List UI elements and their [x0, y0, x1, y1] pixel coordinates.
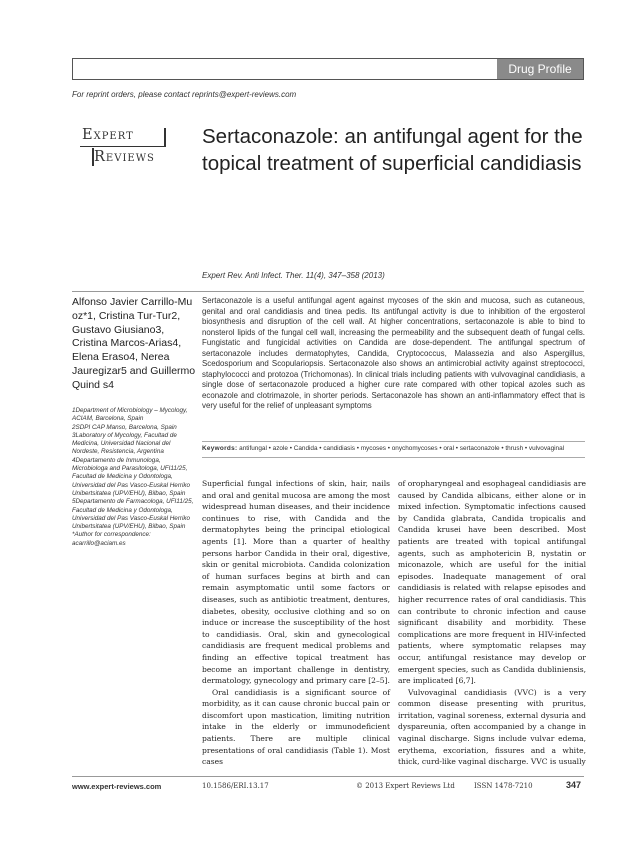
author-list: Alfonso Javier Carrillo-Mu oz*1, Cristina Tur-Tur2, Gustavo Giusiano3, Cristina Marcos-Arias4, Elena Eraso4, Nerea Jauregizar5 and Guillermo Quind s4 — [72, 296, 196, 391]
footer-website[interactable]: www.expert-reviews.com — [72, 782, 162, 791]
paragraph: Superficial fungal infections of skin, hair, nails and oral and genital mucosa are among the most widespread human diseases, and their incidence continues to rise, with Candida and the dermatophytes being the principal etiological agents [1]. More than a quarter of healthy persons harbor Candida in their oral, digestive, skin or genital microbiota. Candida colonization of human surfaces begins at birth and can remain asymptomatic until some factors or diseases, such as antibiotic treatment, dentures, diabetes, obesity, occlusive clothing and so on induce or increase the susceptibility of the host to candidiasis. Oral, skin and gynecological candidiasis are frequent medical problems and finding an effective topical treatment has become an important challenge in dentistry, dermatology, gynecology and primary care [2–5]. — [202, 479, 390, 686]
abstract: Sertaconazole is a useful antifungal agent against mycoses of the skin and mucosa, such as cutaneous, genital and oral candidiasis and tinea pedis. Its antifungal activity is due to inhibition of the ergosterol biosynthesis and disruption of the cell wall. At higher concentrations, sertaconazole is able to bind to nonsterol lipids of the fungal cell wall, increasing the permeability and the subsequent death of fungal cells. Fungistatic and fungicidal activities on Candida are dose-dependent. The antifungal spectrum of sertaconazole includes dermatophytes, Candida, Cryptococcus, Malassezia and also Aspergillus, Scedosporium and Scopulariopsis. Sertaconazole also shows an antimicrobial activity against streptococci, staphylococci and protozoa (Trichomonas). In clinical trials including patients with vulvovaginal candidiasis, a single dose of sertaconazole produced a higher cure rate compared with other topical azoles such as econazole and clotrimazole, in shorter periods. Sertaconazole has shown an anti-inflammatory effect that is very useful for the relief of unpleasant symptoms — [202, 296, 585, 411]
affiliation: 2SDPI CAP Manso, Barcelona, Spain — [72, 423, 177, 431]
body-column-2 — [398, 478, 586, 768]
body-column-1 — [202, 478, 390, 768]
affiliations — [72, 407, 197, 548]
page-number: 347 — [566, 780, 582, 790]
logo-bar — [164, 128, 166, 146]
affiliation: 4Departamento de Inmunologa, Microbiologa and Parasitologa, UFI11/25, Facultad de Medicina y Odontologa, Universidad del Pas Vasco-Euskal Herriko Unibertsitatea (UPV/EHU), Bilbao, Spain — [72, 456, 191, 497]
footer-doi[interactable]: 10.1586/ERI.13.17 — [202, 782, 269, 790]
logo-rule — [80, 146, 166, 147]
affiliation: 5Departamento de Farmacologa, UFI11/25, Facultad de Medicina y Odontologa, Universidad del Pas Vasco-Euskal Herriko Unibertsitatea (UPV/EHU), Bilbao, Spain — [72, 498, 194, 531]
logo-line-2: Reviews — [94, 149, 155, 165]
correspondence[interactable]: *Author for correspondence: acarrillo@aciam.es — [72, 531, 151, 547]
divider — [72, 291, 584, 292]
keywords-label: Keywords: — [202, 445, 238, 452]
keywords-box — [202, 441, 585, 458]
paragraph: of oropharyngeal and esophageal candidiasis are caused by Candida albicans, either alone or in mixed infection. Symptomatic infections caused by Candida glabrata, Candida tropicalis and Candida krusei have been described. Most patients are treated with topical antifungal agents, such as amphotericin B, nystatin or miconazole, which are useful for the initial episodes. Inadequate management of oral candidiasis is related with relapse episodes and higher recurrence rates of oral candidiasis. This can contribute to chronic infection and cause significant disability and morbidity. These complications are more frequent in HIV-infected patients, where symptomatic relapses may occur, antifungal resistance may develop or emergent species, such as Candida dubliniensis, are implicated [6,7]. — [398, 479, 586, 686]
paragraph: Oral candidiasis is a significant source of morbidity, as it can cause chronic buccal pain or discomfort upon mastication, limiting nutrition intake in the elderly or immunodeficient patients. There are multiple clinical presentations of oral candidiasis (Table 1). Most cases — [202, 687, 390, 767]
logo-line-1: Expert — [82, 127, 134, 143]
footer-copyright: © 2013 Expert Reviews Ltd — [356, 782, 455, 790]
footer-divider — [72, 776, 584, 777]
paragraph: Vulvovaginal candidiasis (VVC) is a very common disease presenting with pruritus, irritation, vaginal soreness, external dysuria and dyspareunia, often accompanied by a change in vaginal discharge. Signs include vulvar edema, erythema, excoriation, fissures and a white, thick, curd-like vaginal discharge. VVC is usually — [398, 687, 586, 767]
reprint-notice[interactable]: For reprint orders, please contact reprints@expert-reviews.com — [72, 90, 297, 99]
section-header-bar — [72, 58, 584, 80]
keywords-text: antifungal • azole • Candida • candidiasis • mycoses • onychomycoses • oral • sertaconazole • thrush • vulvovaginal — [239, 445, 565, 452]
affiliation: 3Laboratory of Mycology, Facultad de Medicina, Universidad Nacional del Nordeste, Resistencia, Argentina — [72, 431, 177, 456]
article-citation: Expert Rev. Anti Infect. Ther. 11(4), 347–358 (2013) — [202, 271, 385, 280]
article-title: Sertaconazole: an antifungal agent for the topical treatment of superficial candidiasis — [202, 125, 583, 175]
footer-issn: ISSN 1478-7210 — [474, 782, 533, 790]
section-tag: Drug Profile — [497, 59, 583, 79]
journal-logo — [80, 126, 176, 170]
affiliation: 1Department of Microbiology – Mycology, ACIAM, Barcelona, Spain — [72, 407, 188, 423]
